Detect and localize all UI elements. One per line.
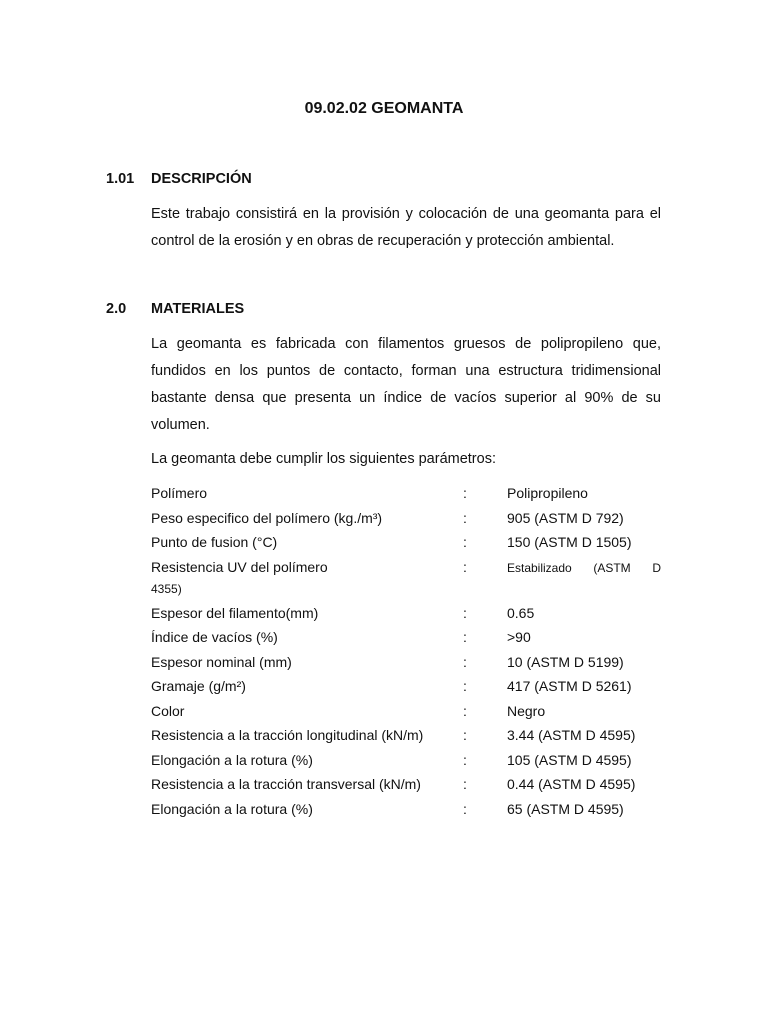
- parameter-name: Gramaje (g/m²): [151, 678, 246, 694]
- parameter-name: Peso especifico del polímero (kg./m³): [151, 509, 383, 526]
- parameter-separator: :: [463, 558, 467, 575]
- parameter-row: [151, 602, 663, 627]
- parameter-name: Resistencia UV del polímero: [151, 558, 328, 575]
- parameter-value: 10 (ASTM D 5199): [507, 653, 624, 670]
- parameter-row: [151, 531, 663, 556]
- parameter-name: Elongación a la rotura (%): [151, 751, 313, 768]
- parameter-row: [151, 749, 663, 774]
- parameter-separator: :: [463, 800, 467, 817]
- parameter-value-continuation: 4355): [151, 581, 182, 596]
- parameter-value: 0.44 (ASTM D 4595): [507, 776, 636, 792]
- parameter-row: [151, 798, 663, 823]
- parameter-separator: :: [463, 751, 467, 768]
- section-1-number: 1.01: [106, 171, 135, 187]
- parameter-value: Negro: [507, 702, 546, 719]
- section-1-paragraph: Este trabajo consistirá en la provisión y colocación de una geomanta para el control de la erosión y en obras de recuperación y protección ambiental.: [151, 206, 661, 249]
- parameter-name: Polímero: [151, 485, 208, 501]
- parameter-row: [151, 556, 663, 602]
- parameter-value: [507, 557, 661, 579]
- parameter-value: >90: [507, 629, 531, 645]
- parameter-separator: :: [463, 534, 467, 550]
- parameter-name: Espesor del filamento(mm): [151, 604, 319, 621]
- parameter-row: [151, 773, 663, 798]
- section-2-heading: MATERIALES: [151, 301, 245, 317]
- parameters-list: [151, 482, 663, 822]
- parameter-row: [151, 675, 663, 700]
- parameter-value: 905 (ASTM D 792): [507, 509, 624, 526]
- parameter-name: Índice de vacíos (%): [151, 629, 278, 645]
- parameters-intro: La geomanta debe cumplir los siguientes parámetros:: [151, 451, 496, 467]
- parameter-separator: :: [463, 678, 467, 694]
- parameter-name: Color: [151, 702, 185, 719]
- parameter-name: Resistencia a la tracción longitudinal (kN/m): [151, 727, 424, 743]
- parameter-name: Punto de fusion (°C): [151, 534, 278, 550]
- parameter-row: [151, 507, 663, 532]
- parameter-separator: :: [463, 604, 467, 621]
- parameter-value-part: (ASTM: [593, 560, 631, 575]
- parameter-row: [151, 700, 663, 725]
- parameter-value: 105 (ASTM D 4595): [507, 751, 632, 768]
- section-2-number: 2.0: [106, 301, 127, 317]
- parameter-row: [151, 651, 663, 676]
- section-1-heading: DESCRIPCIÓN: [151, 171, 252, 187]
- parameter-separator: :: [463, 509, 467, 526]
- document-title: 09.02.02 GEOMANTA: [304, 100, 464, 117]
- parameter-row: [151, 482, 663, 507]
- parameter-separator: :: [463, 702, 467, 719]
- parameter-value: Polipropileno: [507, 485, 588, 501]
- parameter-separator: :: [463, 776, 467, 792]
- parameter-separator: :: [463, 653, 467, 670]
- parameter-value: 0.65: [507, 604, 535, 621]
- parameter-value-part: Estabilizado: [507, 560, 572, 575]
- section-2-paragraph: La geomanta es fabricada con filamentos gruesos de polipropileno que, fundidos en los puntos de contacto, forman una estructura tridimensional bastante densa que presenta un índice de vacíos superior al 90% de su volumen.: [151, 336, 661, 433]
- parameter-row: [151, 626, 663, 651]
- parameter-separator: :: [463, 485, 467, 501]
- parameter-value: 150 (ASTM D 1505): [507, 534, 632, 550]
- parameter-value-part: D: [652, 560, 661, 575]
- parameter-value: 417 (ASTM D 5261): [507, 678, 632, 694]
- parameter-value: 65 (ASTM D 4595): [507, 800, 624, 817]
- parameter-name: Espesor nominal (mm): [151, 653, 292, 670]
- parameter-name: Elongación a la rotura (%): [151, 800, 313, 817]
- parameter-separator: :: [463, 727, 467, 743]
- parameter-value: 3.44 (ASTM D 4595): [507, 727, 636, 743]
- parameter-row: [151, 724, 663, 749]
- parameter-name: Resistencia a la tracción transversal (kN/m): [151, 776, 421, 792]
- parameter-separator: :: [463, 629, 467, 645]
